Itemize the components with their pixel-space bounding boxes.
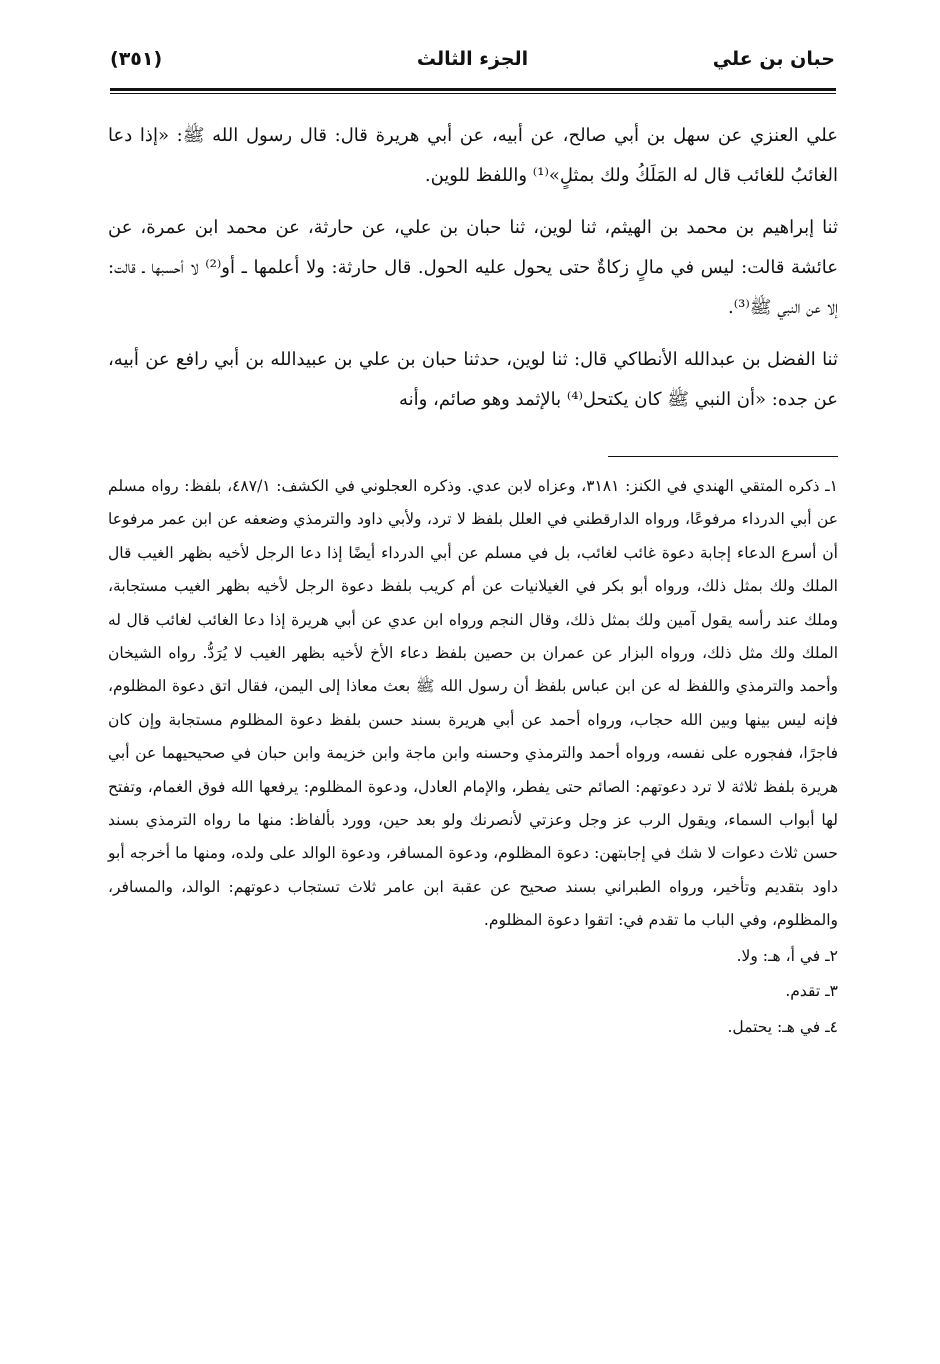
paragraph-1: علي العنزي عن سهل بن أبي صالح، عن أبيه، عن أبي هريرة قال: قال رسول الله ﷺ: «إذا دعا الغائبُ للغائب قال له المَلَكُ ولك بمثلٍ»⁽¹⁾ واللفظ للوين.: [108, 125, 838, 186]
footnote-3: ٣ـ تقدم.: [785, 982, 838, 1001]
header-rule: [110, 88, 836, 91]
paragraph-2: ثنا إبراهيم بن محمد بن الهيثم، ثنا لوين، ثنا حبان بن علي، عن حارثة، عن محمد ابن عمرة، عن عائشة قالت: ليس في مالٍ زكاةٌ حتى يحول عليه الحول. قال حارثة: ولا أعلمها ـ أو⁽²⁾ لا أحسبها ـ قالت: إلا عن النبي ﷺ⁽³⁾.: [108, 217, 838, 318]
page-header: [110, 46, 835, 80]
footnote-separator: [608, 456, 838, 457]
paragraph-3: ثنا الفضل بن عبدالله الأنطاكي قال: ثنا لوين، حدثنا حبان بن علي بن عبيدالله بن أبي رافع عن أبيه، عن جده: «أن النبي ﷺ كان يكتحل⁽⁴⁾ بالإثمد وهو صائم، وأنه: [108, 349, 838, 410]
page-number: (٣٥١): [110, 48, 163, 70]
footnote-4: ٤ـ في هـ: يحتمل.: [727, 1017, 838, 1036]
header-rule-thin: [110, 93, 836, 94]
footnote-2: ٢ـ في أ، هـ: ولا.: [736, 946, 838, 965]
volume-title: الجزء الثالث: [416, 48, 529, 70]
footnotes: [108, 470, 838, 1044]
footnote-1: ١ـ ذكره المتقي الهندي في الكنز: ٣١٨١، وعزاه لابن عدي. وذكره العجلوني في الكشف: ٤٨٧/١، بلفظ: رواه مسلم عن أبي الدرداء مرفوعًا، ورواه الدارقطني في العلل بلفظ لا ترد، ولأبي داود والترمذي وضعفه عن ابن عمر مرفوعا أن أسرع الدعاء إجابة دعوة غائب لغائب، بل في مسلم عن أبي الدرداء أيضًا إذا دعا الرجل لأخيه بظهر الغيب قال الملك ولك بمثل ذلك، ورواه أبو بكر في الغيلانيات عن أم كريب بلفظ دعوة الرجل لأخيه بظهر الغيب مستجابة، وملك عند رأسه يقول آمين ولك بمثل ذلك، وقال النجم ورواه ابن عدي عن أبي هريرة إذا دعا الغائب لغائب قال له الملك ولك مثل ذلك، ورواه البزار عن عمران بن حصين بلفظ دعاء الأخ لأخيه بظهر الغيب لا يُرَدُّ. رواه الشيخان وأحمد والترمذي واللفظ له عن ابن عباس بلفظ أن رسول الله ﷺ بعث معاذا إلى اليمن، فقال اتق دعوة المظلوم، فإنه ليس بينها وبين الله حجاب، ورواه أحمد عن أبي هريرة بسند حسن بلفظ دعوة المظلوم مستجابة وإن كان فاجرًا، ففجوره على نفسه، ورواه أحمد والترمذي وحسنه وابن ماجة وابن خزيمة وابن حبان في صحيحيهما عن أبي هريرة بلفظ ثلاثة لا ترد دعوتهم: الصائم حتى يفطر، والإمام العادل، ودعوة المظلوم: يرفعها الله فوق الغمام، وتفتح لها أبواب السماء، ويقول الرب عز وجل وعزتي لأنصرنك ولو بعد حين، وورد بألفاظ: منها ما رواه الترمذي بسند حسن ثلاث دعوات لا شك في إجابتهن: دعوة المظلوم، ودعوة المسافر، ودعوة الوالد على ولده، ومنها ما أخرجه أبو داود بتقديم وتأخير، ورواه الطبراني بسند صحيح عن عقبة ابن عامر ثلاث تستجاب دعوتهم: الوالد، والمسافر، والمظلوم، وفي الباب ما تقدم في: اتقوا دعوة المظلوم.: [108, 477, 839, 930]
running-title: حبان بن علي: [712, 48, 835, 70]
main-text: [108, 116, 838, 432]
